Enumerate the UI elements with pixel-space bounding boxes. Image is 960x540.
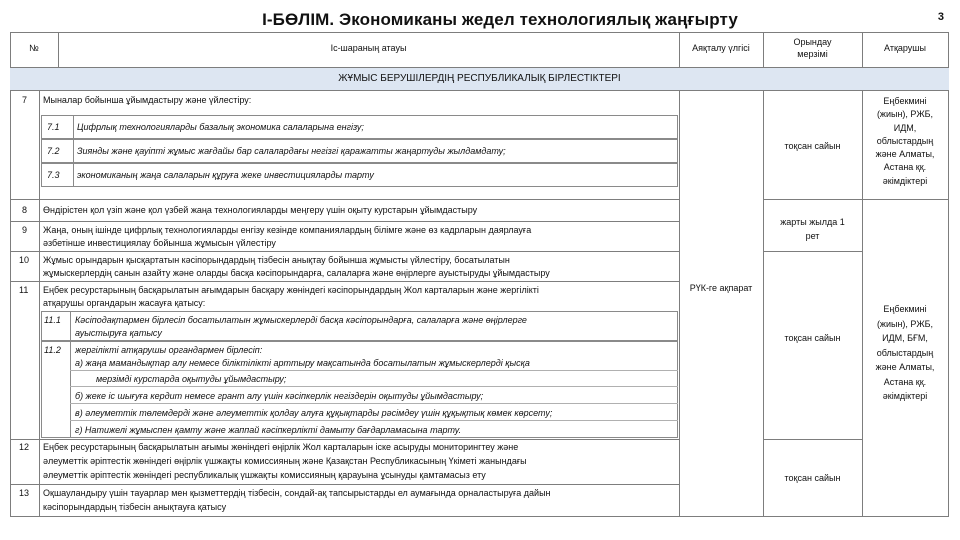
row-8-text: Өндірістен қол үзіп және қол үзбей жаңа технологияларды меңгеру үшін оқыту курстарын ұйымдастыру xyxy=(43,205,478,215)
row-13-number: 13 xyxy=(19,488,30,498)
executor-2-line: облыстардың xyxy=(876,347,934,358)
executor-1-line: Астана ққ. xyxy=(883,162,927,173)
row-7-3-text: экономиканың жаңа салаларын құруға жеке инвестицияларды тарту xyxy=(77,170,374,180)
header-deadline xyxy=(763,36,862,60)
row-11-2-number: 11.2 xyxy=(44,345,61,355)
executor-group-1 xyxy=(862,95,948,188)
row-11-line1: Еңбек ресурстарының басқарылатын ағымдарын басқару жөніндегі кәсіпорындардың Жол карталарын және жергілікті xyxy=(43,285,539,295)
row-7-number: 7 xyxy=(22,95,28,105)
row-12-line1: Еңбек ресурстарының басқарылатын ағымы жөніндегі өңірлік Жол карталарын іске асыруды мониторингтеу және xyxy=(43,442,519,452)
executor-1-line: облыстардың xyxy=(876,135,934,146)
row-11-2-line3: мерзімді курстарда оқытуды ұйымдастыру; xyxy=(96,374,287,384)
executor-1-line: және Алматы, xyxy=(875,149,935,160)
executor-2-line: Еңбекмині xyxy=(883,304,927,314)
deadline-quarterly-1: тоқсан сайын xyxy=(784,141,841,151)
executor-2-line: әкімдіктері xyxy=(882,391,928,401)
executor-1-line: (жиын), РЖБ, xyxy=(876,109,934,120)
deadline-semiannual-line2: рет xyxy=(805,231,820,241)
header-completion: Аяқталу үлгісі xyxy=(692,43,750,53)
row-7-1-number: 7.1 xyxy=(47,122,60,132)
row-12-number: 12 xyxy=(19,442,30,452)
row-11-line2: атқарушы органдарын жасауға қатысу: xyxy=(43,298,206,308)
executor-2-line: (жиын), РЖБ, xyxy=(876,318,934,329)
executor-1-line: ИДМ, xyxy=(893,122,917,133)
deadline-semiannual-line1: жарты жылда 1 xyxy=(780,217,845,227)
section-banner: ЖҰМЫС БЕРУШІЛЕРДІҢ РЕСПУБЛИКАЛЫҚ БІРЛЕСТІКТЕРІ xyxy=(10,67,949,91)
row-11-1-line2: ауыстыруға қатысу xyxy=(75,328,162,338)
row-7-3-number: 7.3 xyxy=(47,170,60,180)
header-deadline-line1: Орындау xyxy=(793,37,832,47)
row-8-number: 8 xyxy=(22,205,28,215)
executor-2-line: ИДМ, БҒМ, xyxy=(882,333,928,343)
page-number: 3 xyxy=(937,11,944,23)
row-11-2-line5: в) әлеуметтік төлемдерді және әлеуметтік қолдау алуға құқықтарды рәсімдеу үшін құқықтық көмек көрсету; xyxy=(75,408,553,418)
row-10-number: 10 xyxy=(19,255,30,265)
executor-1-line: әкімдіктері xyxy=(882,175,928,186)
row-11-2-line4: б) жеке іс шығуға кердит немесе грант алу үшін кәсіпкерлік негіздерін оқытуды ұйымдастыру; xyxy=(75,391,484,401)
row-11-1-number: 11.1 xyxy=(44,315,61,325)
row-11-number: 11 xyxy=(19,285,29,295)
header-executor: Атқарушы xyxy=(884,43,926,53)
completion-form: РҮК-ге ақпарат xyxy=(689,283,753,293)
deadline-quarterly-2: тоқсан сайын xyxy=(784,333,841,343)
row-7-1-text: Цифрлық технологияларды базалық экономика салаларына енгізу; xyxy=(77,122,364,132)
row-12-line2: әлеуметтік әріптестік жөніндегі өңірлік үшжақты комиссияның және Қазақстан Республикасының Үкіметі жанындағы xyxy=(43,456,527,466)
executor-2-line: және Алматы, xyxy=(875,362,935,372)
executor-1-line: Еңбекмині xyxy=(883,96,927,106)
row-9-line2: әзбетінше инвестициялау бойынша жұмысын үйлестіру xyxy=(43,238,276,248)
row-10-line1: Жұмыс орындарын қысқартатын кәсіпорындардың тізбесін анықтау бойынша жұмысты үйлестіру, босатылатын xyxy=(43,255,510,265)
row-11-2-line2: а) жаңа мамандықтар алу немесе біліктілікті арттыру мақсатында босатылатын жұмыскерлерді қысқа xyxy=(75,358,530,368)
row-11-1-line1: Кәсіподақтармен бірлесіп босатылатын жұмыскерлерді басқа кәсіпорындарға, салаларға және өңірлерге xyxy=(75,315,527,325)
executor-2-line: Астана ққ. xyxy=(883,376,927,387)
row-7-2-number: 7.2 xyxy=(47,146,60,156)
header-action: Іс-шараның атауы xyxy=(330,43,407,53)
row-7-text: Мыналар бойынша ұйымдастыру және үйлестіру: xyxy=(43,95,252,105)
row-9-line1: Жаңа, оның ішінде цифрлық технологияларды енгізу кезінде компаниялардың білімге және өз кадрларын даярлауға xyxy=(43,225,532,235)
row-13-line2: кәсіпорындардың тізбесін анықтауға қатысу xyxy=(43,502,227,512)
row-7-2-text: Зиянды және қауіпті жұмыс жағдайы бар салалардағы негізгі қаражатты жаңартуды жылдамдату; xyxy=(77,146,506,156)
row-11-2-line1: жергілікті атқарушы органдармен бірлесіп: xyxy=(75,345,263,355)
deadline-quarterly-3: тоқсан сайын xyxy=(784,473,841,483)
row-10-line2: жұмыскерлердің санын азайту және оларды басқа кәсіпорындарға, салаларға және өңірлерге ауыстыруды ұйымдастыру xyxy=(43,268,550,278)
row-13-line1: Оқшауландыру үшін тауарлар мен қызметтердің тізбесін, сондай-ақ тапсырыстарды ел аумағында орналастыруға дайын xyxy=(43,488,551,498)
row-9-number: 9 xyxy=(22,225,28,235)
header-deadline-line2: мерзімі xyxy=(797,49,828,59)
page-title: I-БӨЛІМ. Экономиканы жедел технологиялық жаңғырту xyxy=(262,10,738,29)
executor-group-2 xyxy=(862,302,948,404)
deadline-semiannual xyxy=(763,215,862,243)
row-12-line3: әлеуметтік әріптестік жөніндегі республикалық үшжақты комиссияның қарауына ұсынуды қамтамасыз ету xyxy=(43,470,486,480)
row-11-2-line6: г) Натижелі жұмыспен қамту және жаппай кәсіпкерлікті дамыту бағдарламасына тарту. xyxy=(75,425,462,435)
header-number: № xyxy=(29,43,39,53)
